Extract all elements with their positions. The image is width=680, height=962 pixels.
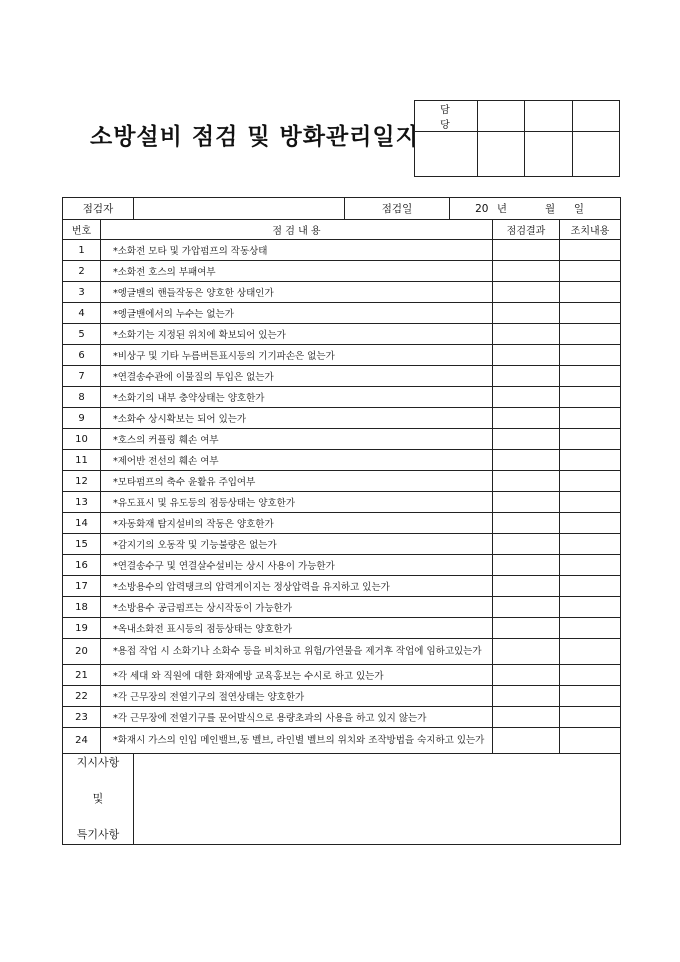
item-number: 2 [63,261,101,282]
result-cell[interactable] [493,665,560,686]
action-cell[interactable] [560,408,621,429]
item-text: *소방용수의 압력탱크의 압력게이지는 정상압력을 유지하고 있는가 [101,576,493,597]
result-cell[interactable] [493,324,560,345]
signature-cell [572,132,619,177]
table-row [63,387,621,408]
table-row [63,639,621,665]
signature-cell [478,132,525,177]
notes-row [63,754,621,845]
result-cell[interactable] [493,450,560,471]
item-number: 13 [63,492,101,513]
item-number: 15 [63,534,101,555]
table-header [63,220,621,240]
item-text: *호스의 커플링 훼손 여부 [101,429,493,450]
item-text: *유도표시 및 유도등의 점등상태는 양호한가 [101,492,493,513]
item-text: *연결송수관에 이물질의 투입은 없는가 [101,366,493,387]
item-number: 7 [63,366,101,387]
action-cell[interactable] [560,492,621,513]
result-cell[interactable] [493,686,560,707]
item-number: 6 [63,345,101,366]
item-number: 22 [63,686,101,707]
action-cell[interactable] [560,345,621,366]
item-number: 16 [63,555,101,576]
approval-cell [525,101,572,132]
item-text: *용접 작업 시 소화기나 소화수 등을 비치하고 위험/가연물을 제거후 작업에 임하고있는가 [101,639,493,665]
result-cell[interactable] [493,261,560,282]
table-row [63,597,621,618]
item-number: 5 [63,324,101,345]
item-text: *소방용수 공급펌프는 상시작동이 가능한가 [101,597,493,618]
result-cell[interactable] [493,366,560,387]
inspection-log-table [62,197,621,845]
item-number: 4 [63,303,101,324]
action-cell[interactable] [560,639,621,665]
action-cell[interactable] [560,240,621,261]
date-label: 점검일 [345,198,450,220]
item-number: 19 [63,618,101,639]
result-cell[interactable] [493,408,560,429]
table-row [63,240,621,261]
item-text: *자동화재 탐지설비의 작동은 양호한가 [101,513,493,534]
table-row [63,303,621,324]
date-field[interactable]: 년 월 [493,198,560,220]
notes-field[interactable] [134,754,621,845]
item-number: 9 [63,408,101,429]
action-cell[interactable] [560,576,621,597]
result-cell[interactable] [493,513,560,534]
item-number: 17 [63,576,101,597]
item-number: 12 [63,471,101,492]
inspector-field[interactable] [134,198,345,220]
table-row [63,513,621,534]
result-cell[interactable] [493,618,560,639]
result-cell[interactable] [493,639,560,665]
item-text: *감지기의 오동작 및 기능불량은 없는가 [101,534,493,555]
result-cell[interactable] [493,555,560,576]
header-result: 점검결과 [493,220,560,240]
table-row [63,665,621,686]
item-text: *각 세대 와 직원에 대한 화재예방 교육홍보는 수시로 하고 있는가 [101,665,493,686]
approval-label: 담 당 [415,101,478,132]
table-row [63,618,621,639]
item-number: 3 [63,282,101,303]
info-row [63,198,621,220]
result-cell[interactable] [493,240,560,261]
action-cell[interactable] [560,597,621,618]
table-row [63,324,621,345]
table-row [63,576,621,597]
result-cell[interactable] [493,387,560,408]
item-number: 14 [63,513,101,534]
item-text: *소화기의 내부 충약상태는 양호한가 [101,387,493,408]
item-text: *소화기는 지정된 위치에 확보되어 있는가 [101,324,493,345]
approval-cell [478,101,525,132]
table-row [63,686,621,707]
result-cell[interactable] [493,534,560,555]
inspector-label: 점검자 [63,198,134,220]
item-text: *옥내소화전 표시등의 점등상태는 양호한가 [101,618,493,639]
result-cell[interactable] [493,303,560,324]
action-cell[interactable] [560,555,621,576]
action-cell[interactable] [560,282,621,303]
result-cell[interactable] [493,492,560,513]
action-cell[interactable] [560,513,621,534]
action-cell[interactable] [560,387,621,408]
action-cell[interactable] [560,429,621,450]
item-number: 10 [63,429,101,450]
item-number: 8 [63,387,101,408]
date-day-field[interactable]: 일 [560,198,621,220]
table-row [63,534,621,555]
result-cell[interactable] [493,471,560,492]
action-cell[interactable] [560,261,621,282]
item-text: *각 근무장의 전열기구의 절연상태는 양호한가 [101,686,493,707]
approval-box [414,100,620,177]
item-text: *엥글밴에서의 누수는 없는가 [101,303,493,324]
action-cell[interactable] [560,707,621,728]
header-content: 점 검 내 용 [101,220,493,240]
item-number: 18 [63,597,101,618]
action-cell[interactable] [560,728,621,754]
table-row [63,555,621,576]
approval-cell [572,101,619,132]
action-cell[interactable] [560,618,621,639]
item-text: *소화수 상시확보는 되어 있는가 [101,408,493,429]
action-cell[interactable] [560,366,621,387]
header-no: 번호 [63,220,101,240]
action-cell[interactable] [560,303,621,324]
action-cell[interactable] [560,665,621,686]
item-text: *제어반 전선의 훼손 여부 [101,450,493,471]
table-row [63,345,621,366]
table-row [63,707,621,728]
action-cell[interactable] [560,471,621,492]
item-number: 23 [63,707,101,728]
item-number: 11 [63,450,101,471]
table-row [63,282,621,303]
table-row [63,492,621,513]
header-action: 조치내용 [560,220,621,240]
item-text: *각 근무장에 전열기구를 문어발식으로 용량초과의 사용을 하고 있지 않는가 [101,707,493,728]
result-cell[interactable] [493,597,560,618]
action-cell[interactable] [560,324,621,345]
table-row [63,471,621,492]
result-cell[interactable] [493,707,560,728]
result-cell[interactable] [493,576,560,597]
item-text: *모타펌프의 축수 윤활유 주입여부 [101,471,493,492]
result-cell[interactable] [493,429,560,450]
date-year-field[interactable]: 20 [450,198,493,220]
item-text: *소화전 모타 및 가압펌프의 작동상태 [101,240,493,261]
table-row [63,408,621,429]
table-row [63,429,621,450]
item-number: 21 [63,665,101,686]
notes-label: 지시사항 및 특기사항 [63,754,134,845]
table-row [63,450,621,471]
result-cell[interactable] [493,345,560,366]
action-cell[interactable] [560,686,621,707]
table-row [63,366,621,387]
action-cell[interactable] [560,450,621,471]
document-title: 소방설비 점검 및 방화관리일지 [90,124,419,150]
item-number: 24 [63,728,101,754]
item-text: *비상구 및 기타 누름버튼표시등의 기기파손은 없는가 [101,345,493,366]
table-row [63,728,621,754]
item-text: *연결송수구 및 연결살수설비는 상시 사용이 가능한가 [101,555,493,576]
signature-cell [415,132,478,177]
item-number: 20 [63,639,101,665]
result-cell[interactable] [493,728,560,754]
item-text: *소화전 호스의 부패여부 [101,261,493,282]
signature-cell [525,132,572,177]
action-cell[interactable] [560,534,621,555]
table-row [63,261,621,282]
item-text: *엥글밴의 핸들작동은 양호한 상태인가 [101,282,493,303]
item-number: 1 [63,240,101,261]
result-cell[interactable] [493,282,560,303]
item-text: *화재시 가스의 인입 메인밸브,동 벨브, 라인별 벨브의 위치와 조작방법을 숙지하고 있는가 [101,728,493,754]
